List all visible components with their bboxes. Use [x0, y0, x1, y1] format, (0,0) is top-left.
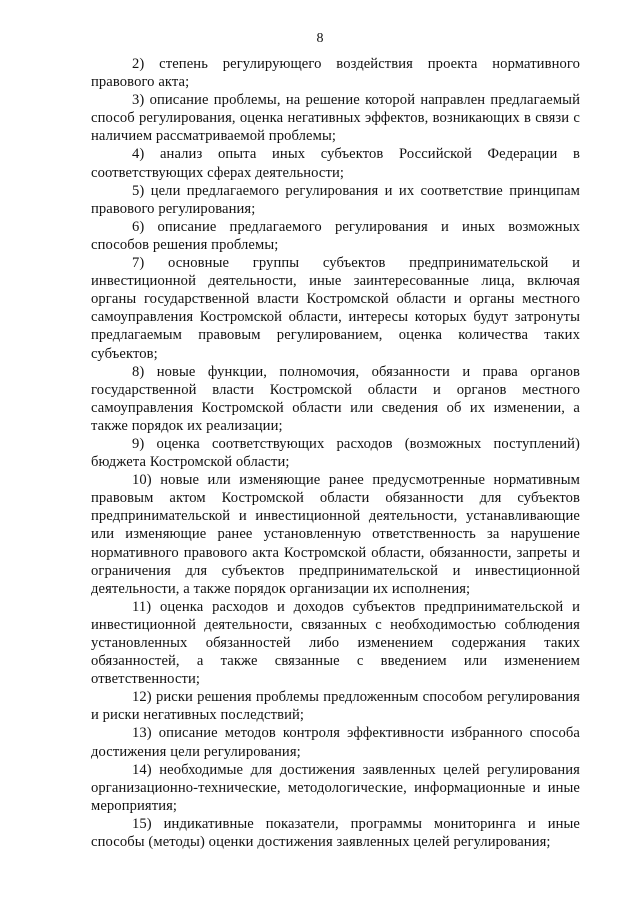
list-item: 5) цели предлагаемого регулирования и их соответствие принципам правового регулирования;	[91, 182, 580, 217]
list-item: 7) основные группы субъектов предпринимательской и инвестиционной деятельности, иные заинтересованные лица, включая органы государственной власти Костромской области и органы местного самоуправления Костромской области, интересы которых будут затронуты предлагаемым правовым регулированием, оценка количества таких субъектов;	[91, 255, 580, 362]
list-item: 4) анализ опыта иных субъектов Российской Федерации в соответствующих сферах деятельности;	[91, 146, 580, 181]
page-number: 8	[316, 31, 324, 46]
list-item: 12) риски решения проблемы предложенным способом регулирования и риски негативных последствий;	[91, 689, 580, 724]
list-item: 15) индикативные показатели, программы мониторинга и иные способы (методы) оценки достижения заявленных целей регулирования;	[91, 815, 580, 851]
list-item: 10) новые или изменяющие ранее предусмотренные нормативным правовым актом Костромской области обязанности для субъектов предпринимательской и инвестиционной деятельности, устанавливающие или изменяющие ранее установленную ответственность за нарушение нормативного правового акта Костромской области, обязанности, запреты и ограничения для субъектов предпринимательской и инвестиционной деятельности, а также порядок организации их исполнения;	[91, 472, 580, 597]
list-item: 13) описание методов контроля эффективности избранного способа достижения цели регулирования;	[91, 725, 580, 760]
list-item: 11) оценка расходов и доходов субъектов предпринимательской и инвестиционной деятельности, связанных с необходимостью соблюдения установленных обязанностей либо изменением содержания таких обязанностей, а также связанные с введением или изменением ответственности;	[91, 598, 580, 688]
list-item: 8) новые функции, полномочия, обязанности и права органов государственной власти Костромской области и органов местного самоуправления Костромской области или сведения об их изменении, а также порядок их реализации;	[91, 363, 580, 434]
list-item: 3) описание проблемы, на решение которой направлен предлагаемый способ регулирования, оценка негативных эффектов, возникающих в связи с наличием рассматриваемой проблемы;	[91, 92, 580, 145]
list-item: 14) необходимые для достижения заявленных целей регулирования организационно-технические, методологические, информационные и иные мероприятия;	[91, 761, 580, 814]
list-item: 9) оценка соответствующих расходов (возможных поступлений) бюджета Костромской области;	[91, 435, 580, 471]
document-body	[91, 55, 580, 851]
list-item: 2) степень регулирующего воздействия проекта нормативного правового акта;	[91, 56, 580, 91]
list-item: 6) описание предлагаемого регулирования и иных возможных способов решения проблемы;	[91, 218, 580, 253]
